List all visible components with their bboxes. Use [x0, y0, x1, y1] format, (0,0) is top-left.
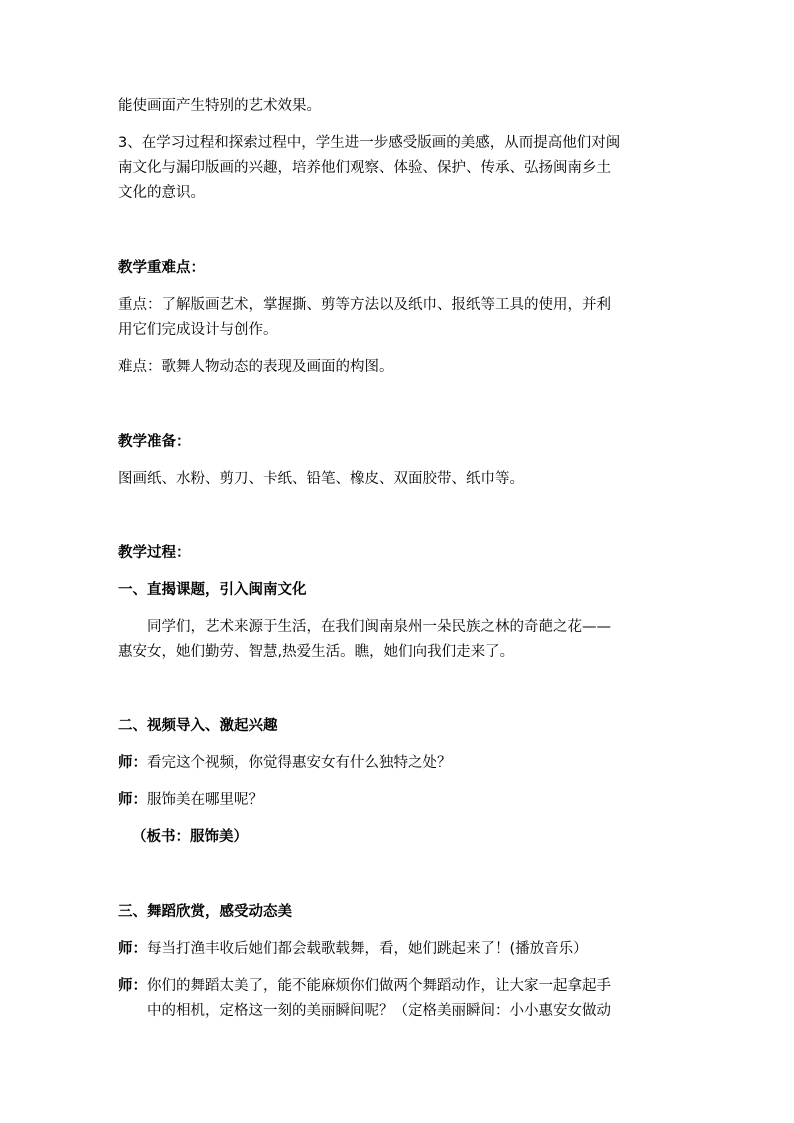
section-2-question-2: [118, 790, 263, 810]
teacher-label: 师：: [118, 941, 147, 957]
difficult-point: 难点：歌舞人物动态的表现及画面的构图。: [118, 359, 394, 375]
section-1-title: 一、直揭课题，引入闽南文化: [118, 582, 307, 598]
blackboard-note: （板书：服饰美）: [132, 829, 248, 845]
process-heading: 教学过程：: [118, 545, 191, 561]
preparation-heading: 教学准备：: [118, 434, 191, 450]
preparation-materials: 图画纸、水粉、剪刀、卡纸、铅笔、橡皮、双面胶带、纸巾等。: [118, 471, 524, 487]
objectives-line: 能使画面产生特别的艺术效果。: [118, 98, 321, 114]
objective-item-3-line-3: 文化的意识。: [118, 185, 205, 201]
section-3-title: 三、舞蹈欣赏，感受动态美: [118, 904, 292, 920]
section-1-paragraph-line-1: 同学们，艺术来源于生活，在我们闽南泉州一朵民族之林的奇葩之花——: [147, 619, 611, 635]
question-text: 你们的舞蹈太美了，能不能麻烦你们做两个舞蹈动作，让大家一起拿起手: [147, 978, 611, 994]
section-2-title: 二、视频导入、激起兴趣: [118, 718, 278, 734]
teacher-label: 师：: [118, 792, 147, 808]
key-point-line-2: 用它们完成设计与创作。: [118, 322, 278, 338]
teacher-label: 师：: [118, 755, 147, 771]
section-1-paragraph-line-2: 惠安女，她们勤劳、智慧,热爱生活。瞧，她们向我们走来了。: [118, 644, 515, 660]
objective-item-3-line-2: 南文化与漏印版画的兴趣，培养他们观察、体验、保护、传承、弘扬闽南乡土: [118, 160, 611, 176]
objective-item-3-line-1: 3、在学习过程和探索过程中，学生进一步感受版画的美感，从而提高他们对闽: [118, 135, 621, 151]
key-point-line-1: 重点：了解版画艺术，掌握撕、剪等方法以及纸巾、报纸等工具的使用，并利: [118, 297, 611, 313]
document-page: [118, 0, 678, 1123]
section-2-question-1: [118, 753, 452, 773]
section-3-question-2-line-1: [118, 976, 611, 996]
section-3-question-2-line-2: 中的相机，定格这一刻的美丽瞬间呢？（定格美丽瞬间：小小惠安女做动: [147, 1003, 611, 1019]
teacher-label: 师：: [118, 978, 147, 994]
section-3-question-1: [118, 939, 588, 959]
question-text: 每当打渔丰收后她们都会载歌载舞，看，她们跳起来了！(播放音乐）: [147, 941, 588, 957]
question-text: 服饰美在哪里呢？: [147, 792, 263, 808]
key-points-heading: 教学重难点：: [118, 260, 205, 276]
question-text: 看完这个视频，你觉得惠安女有什么独特之处？: [147, 755, 452, 771]
